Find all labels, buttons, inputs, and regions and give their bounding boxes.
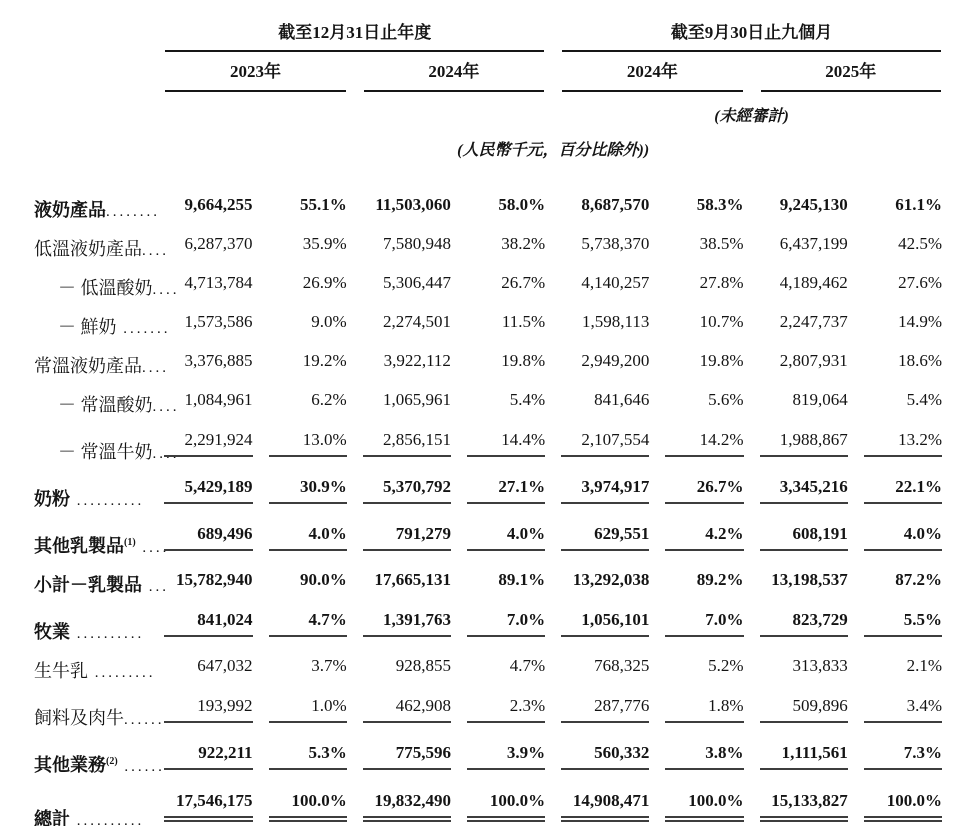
cell-9m2024-percent: 3.8% (657, 730, 751, 777)
row-label: 小計－乳製品 (34, 575, 142, 595)
row-label: 其他業務 (34, 755, 106, 775)
cell-9m2024-percent: 100.0% (657, 777, 751, 826)
cell-2024-percent: 19.8% (501, 351, 546, 370)
row-leader-dots: ....... (116, 321, 171, 337)
table-row (4, 730, 950, 777)
cell-2023-value: 5,429,189 (156, 464, 260, 511)
cell-2023-percent: 26.9% (302, 273, 347, 292)
cell-2024-value: 5,370,792 (355, 464, 459, 511)
unaudited-note-spacer (4, 92, 553, 126)
cell-9m2024-value: 4,140,257 (581, 273, 650, 292)
cell-9m2025-value: 313,833 (792, 656, 848, 675)
cell-2024-value: 1,065,961 (382, 390, 451, 409)
cell-9m2025-value: 509,896 (752, 683, 856, 730)
row-label: 生牛乳 (34, 661, 88, 681)
cell-9m2025-percent: 61.1% (895, 195, 942, 214)
row-label-cell (4, 339, 169, 378)
cell-2024-percent: 26.7% (501, 273, 546, 292)
period-group-ninemonth-title: 截至9月30日止九個月 (562, 16, 941, 52)
cell-9m2024-value: 768,325 (594, 656, 650, 675)
cell-2023-value: 17,546,175 (156, 777, 260, 826)
cell-2023-value: 15,782,940 (176, 570, 253, 589)
cell-2023-value: 689,496 (156, 511, 260, 558)
cell-2024-percent: 4.0% (459, 511, 553, 558)
row-leader-dots: .... (142, 360, 169, 376)
cell-9m2024-percent: 7.0% (657, 597, 751, 644)
table-row (4, 597, 950, 644)
cell-2023-value: 922,211 (156, 730, 260, 777)
cell-2024-percent: 14.4% (459, 417, 553, 464)
cell-2024-percent: 5.4% (509, 390, 546, 409)
row-leader-dots: .... (135, 540, 170, 556)
row-label: 低溫液奶產品 (34, 239, 142, 259)
cell-9m2024-value: 1,056,101 (553, 597, 657, 644)
row-label-cell (4, 417, 180, 464)
row-label-cell (4, 730, 165, 777)
table-row (4, 378, 950, 417)
row-leader-dots: ...... (117, 759, 165, 775)
row-label-cell (4, 222, 169, 261)
cell-9m2025-percent: 18.6% (898, 351, 942, 370)
cell-2023-value: 2,291,924 (156, 417, 260, 464)
cell-2023-value: 1,573,586 (184, 312, 253, 331)
year-header-row (4, 52, 950, 92)
cell-2024-value: 1,391,763 (355, 597, 459, 644)
cell-9m2024-percent: 19.8% (699, 351, 744, 370)
cell-9m2024-percent: 4.2% (657, 511, 751, 558)
row-footnote-ref: (2) (106, 756, 118, 767)
row-label: 液奶產品 (34, 200, 106, 220)
cell-2023-percent: 6.2% (311, 390, 347, 409)
cell-2023-value: 3,376,885 (184, 351, 253, 370)
row-label: 總計 (34, 809, 70, 826)
row-footnote-ref: (1) (124, 537, 136, 548)
cell-2023-percent: 55.1% (299, 195, 347, 214)
cell-9m2025-percent: 27.6% (898, 273, 942, 292)
cell-2023-percent: 100.0% (261, 777, 355, 826)
cell-9m2024-percent: 10.7% (699, 312, 744, 331)
row-leader-dots: .......... (70, 813, 145, 826)
row-label: － 常溫牛奶 (58, 442, 153, 462)
cell-9m2024-value: 841,646 (594, 390, 650, 409)
cell-2023-percent: 5.3% (261, 730, 355, 777)
cell-2023-value: 647,032 (197, 656, 253, 675)
row-label-cell (4, 300, 171, 339)
cell-9m2025-value: 4,189,462 (779, 273, 848, 292)
cell-9m2025-value: 823,729 (752, 597, 856, 644)
cell-9m2025-percent: 5.4% (906, 390, 942, 409)
cell-9m2025-percent: 22.1% (856, 464, 950, 511)
cell-2023-percent: 4.0% (261, 511, 355, 558)
cell-9m2025-percent: 4.0% (856, 511, 950, 558)
row-label-cell (4, 160, 160, 222)
cell-2023-value: 6,287,370 (184, 234, 253, 253)
row-label: － 低溫酸奶 (58, 278, 153, 298)
year-col-2024 (355, 52, 553, 92)
cell-2024-percent: 38.2% (501, 234, 546, 253)
cell-9m2024-percent: 14.2% (657, 417, 751, 464)
cell-9m2025-percent: 2.1% (906, 656, 942, 675)
row-label-cell (4, 597, 156, 644)
cell-2024-percent: 89.1% (498, 570, 546, 589)
cell-2024-value: 3,922,112 (383, 351, 451, 370)
cell-2023-value: 841,024 (156, 597, 260, 644)
cell-2023-value: 1,084,961 (184, 390, 253, 409)
cell-2023-percent: 4.7% (261, 597, 355, 644)
table-row (4, 644, 950, 683)
cell-2024-value: 775,596 (355, 730, 459, 777)
cell-9m2024-value: 13,292,038 (572, 570, 650, 589)
cell-2023-percent: 9.0% (311, 312, 347, 331)
year-col-2024-title: 2024年 (364, 55, 544, 92)
cell-9m2025-value: 1,988,867 (752, 417, 856, 464)
cell-9m2024-value: 14,908,471 (553, 777, 657, 826)
cell-9m2025-percent: 7.3% (856, 730, 950, 777)
header-label-spacer (4, 6, 156, 52)
table-row (4, 160, 950, 222)
cell-9m2025-percent: 100.0% (856, 777, 950, 826)
cell-2024-percent: 100.0% (459, 777, 553, 826)
cell-9m2024-percent: 38.5% (699, 234, 744, 253)
cell-2024-value: 791,279 (355, 511, 459, 558)
cell-2023-value: 4,713,784 (184, 273, 253, 292)
cell-2023-value: 9,664,255 (184, 195, 253, 214)
cell-9m2025-percent: 13.2% (856, 417, 950, 464)
row-leader-dots: .... (142, 243, 169, 259)
document-page (0, 6, 957, 826)
table-row (4, 261, 950, 300)
cell-2024-percent: 58.0% (498, 195, 546, 214)
cell-9m2025-percent: 87.2% (895, 570, 942, 589)
cell-9m2024-percent: 5.6% (708, 390, 744, 409)
cell-9m2025-percent: 3.4% (856, 683, 950, 730)
cell-9m2024-percent: 89.2% (696, 570, 744, 589)
cell-2023-percent: 35.9% (302, 234, 347, 253)
cell-2023-percent: 30.9% (261, 464, 355, 511)
header-label-spacer (4, 126, 156, 160)
row-label-cell (4, 777, 156, 826)
row-label-cell (4, 261, 180, 300)
row-label-cell (4, 511, 170, 558)
cell-2024-percent: 4.7% (509, 656, 546, 675)
cell-2024-value: 2,274,501 (382, 312, 451, 331)
cell-9m2024-value: 629,551 (553, 511, 657, 558)
row-label: 其他乳製品 (34, 536, 124, 556)
cell-9m2025-value: 13,198,537 (771, 570, 848, 589)
year-col-2023-title: 2023年 (165, 55, 345, 92)
row-leader-dots: .......... (70, 493, 145, 509)
cell-9m2025-percent: 5.5% (856, 597, 950, 644)
cell-2024-value: 19,832,490 (355, 777, 459, 826)
cell-2024-percent: 3.9% (459, 730, 553, 777)
cell-2024-value: 462,908 (355, 683, 459, 730)
cell-9m2024-percent: 27.8% (699, 273, 744, 292)
period-group-header-row (4, 6, 950, 52)
cell-2023-percent: 1.0% (261, 683, 355, 730)
unaudited-note-row (4, 92, 950, 126)
row-leader-dots: .... (152, 282, 180, 298)
row-leader-dots: ........ (106, 204, 160, 220)
cell-9m2024-value: 3,974,917 (553, 464, 657, 511)
cell-9m2025-value: 6,437,199 (779, 234, 848, 253)
row-leader-dots: .......... (70, 626, 145, 642)
cell-9m2024-value: 287,776 (553, 683, 657, 730)
cell-9m2025-percent: 14.9% (898, 312, 942, 331)
row-label: 飼料及肉牛 (34, 708, 124, 728)
row-label: 常溫液奶產品 (34, 356, 142, 376)
row-leader-dots: .... (152, 399, 180, 415)
cell-9m2024-percent: 58.3% (696, 195, 744, 214)
row-leader-dots: ... (142, 579, 169, 595)
cell-2023-percent: 19.2% (302, 351, 347, 370)
cell-9m2025-value: 2,807,931 (779, 351, 848, 370)
row-leader-dots: .... (152, 446, 180, 462)
cell-2023-percent: 3.7% (311, 656, 347, 675)
cell-9m2024-value: 2,107,554 (553, 417, 657, 464)
cell-9m2024-value: 1,598,113 (581, 312, 650, 331)
cell-9m2024-percent: 1.8% (657, 683, 751, 730)
table-row (4, 417, 950, 464)
table-row (4, 222, 950, 261)
cell-9m2024-percent: 5.2% (708, 656, 744, 675)
year-col-9m2025-title: 2025年 (761, 55, 941, 92)
cell-2024-value: 17,665,131 (374, 570, 451, 589)
cell-2023-percent: 13.0% (261, 417, 355, 464)
cell-2024-percent: 27.1% (459, 464, 553, 511)
row-label-cell (4, 558, 169, 597)
period-group-annual (156, 6, 553, 52)
cell-9m2024-value: 560,332 (553, 730, 657, 777)
period-group-annual-title: 截至12月31日止年度 (165, 16, 544, 52)
year-col-9m2024 (553, 52, 751, 92)
unaudited-note: (未經審計) (714, 108, 789, 125)
cell-2023-value: 193,992 (156, 683, 260, 730)
row-label-cell (4, 464, 156, 511)
cell-2024-value: 5,306,447 (382, 273, 451, 292)
year-col-9m2025 (752, 52, 950, 92)
cell-2024-percent: 2.3% (459, 683, 553, 730)
currency-unit-note: (人民幣千元，百分比除外)) (457, 142, 650, 159)
table-row (4, 683, 950, 730)
table-row (4, 300, 950, 339)
table-row (4, 777, 950, 826)
table-body (4, 160, 950, 826)
row-label: 牧業 (34, 622, 70, 642)
cell-9m2024-value: 2,949,200 (581, 351, 650, 370)
cell-9m2025-value: 3,345,216 (752, 464, 856, 511)
year-col-9m2024-title: 2024年 (562, 55, 742, 92)
period-group-ninemonth (553, 6, 950, 52)
table-row (4, 464, 950, 511)
year-col-2023 (156, 52, 354, 92)
row-label: － 常溫酸奶 (58, 395, 153, 415)
cell-9m2025-value: 819,064 (792, 390, 848, 409)
cell-2024-value: 928,855 (395, 656, 451, 675)
cell-9m2024-value: 8,687,570 (581, 195, 650, 214)
row-label-cell (4, 378, 180, 417)
row-label: － 鮮奶 (58, 317, 117, 337)
cell-2024-value: 7,580,948 (382, 234, 451, 253)
cell-2024-value: 2,856,151 (355, 417, 459, 464)
cell-2024-percent: 7.0% (459, 597, 553, 644)
row-leader-dots: ...... (124, 712, 165, 728)
cell-9m2025-value: 15,133,827 (752, 777, 856, 826)
cell-9m2025-value: 9,245,130 (779, 195, 848, 214)
cell-9m2025-value: 608,191 (752, 511, 856, 558)
table-row (4, 339, 950, 378)
table-row (4, 558, 950, 597)
row-label-cell (4, 644, 156, 683)
cell-9m2025-value: 1,111,561 (752, 730, 856, 777)
table-row (4, 511, 950, 558)
cell-9m2024-percent: 26.7% (657, 464, 751, 511)
cell-9m2024-value: 5,738,370 (581, 234, 650, 253)
currency-note-row (4, 126, 950, 160)
row-label: 奶粉 (34, 489, 70, 509)
cell-9m2025-value: 2,247,737 (779, 312, 848, 331)
cell-2024-percent: 11.5% (501, 312, 546, 331)
cell-2023-percent: 90.0% (299, 570, 347, 589)
cell-2024-value: 11,503,060 (375, 195, 451, 214)
revenue-breakdown-table (4, 6, 950, 826)
row-label-cell (4, 683, 165, 730)
cell-9m2025-percent: 42.5% (898, 234, 942, 253)
header-label-spacer (4, 52, 156, 92)
row-leader-dots: ......... (88, 665, 156, 681)
